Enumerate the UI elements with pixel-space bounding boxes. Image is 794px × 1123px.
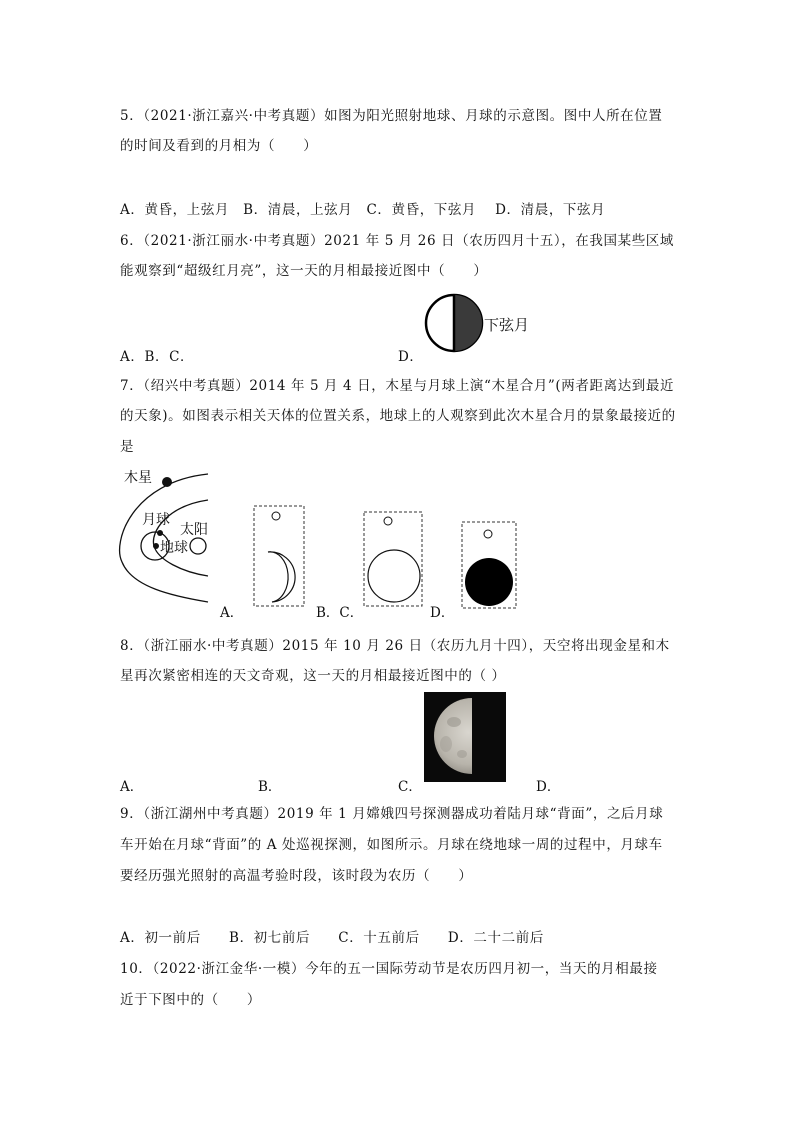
q10-stem-line2: 近于下图中的（ ） xyxy=(120,992,261,1008)
q6-figure-label: 下弦月 xyxy=(484,316,530,334)
q7-label-sun: 太阳 xyxy=(180,522,208,538)
q7-stem-line1: 7．（绍兴中考真题）2014 年 5 月 4 日，木星与月球上演“木星合月”(两者距离达到最近 xyxy=(120,378,675,394)
q8-label-d: D． xyxy=(536,779,561,795)
q7-label-moon: 月球 xyxy=(142,512,170,528)
q9-options: A．初一前后 B．初七前后 C．十五前后 D．二十二前后 xyxy=(120,930,544,946)
q7-label-d: D． xyxy=(430,605,455,621)
q7-jupiter-dot xyxy=(162,477,172,487)
q7-stem-line2: 的天象)。如图表示相关天体的位置关系，地球上的人观察到此次木星合月的景象最接近的 xyxy=(120,408,676,424)
q6-stem-line1: 6．（2021·浙江丽水·中考真题）2021 年 5 月 26 日（农历四月十五），在我国某些区域 xyxy=(120,233,675,249)
q8-stem-line1: 8．（浙江丽水·中考真题）2015 年 10 月 26 日（农历九月十四），天空将出现金星和木 xyxy=(120,638,670,654)
q7-option-b-box xyxy=(254,506,304,606)
q9-stem-line3: 要经历强光照射的高温考验时段，该时段为农历（ ） xyxy=(120,868,473,884)
q5-stem-line2: 的时间及看到的月相为（ ） xyxy=(120,138,318,154)
q5-stem-line1: 5．（2021·浙江嘉兴·中考真题）如图为阳光照射地球、月球的示意图。图中人所在位置 xyxy=(120,108,663,124)
q7-option-c-full-moon xyxy=(368,550,420,602)
q9-stem-line1: 9．（浙江湖州中考真题）2019 年 1 月嫦娥四号探测器成功着陆月球“背面”，之后月球 xyxy=(120,806,664,822)
q7-option-d-new-moon xyxy=(465,558,513,606)
q6-stem-line2: 能观察到“超级红月亮”，这一天的月相最接近图中（ ） xyxy=(120,263,488,279)
q7-option-b-jupiter xyxy=(272,512,280,520)
q6-option-d: D． xyxy=(398,349,424,365)
q6-options-abc: A．B．C． xyxy=(120,349,195,365)
q7-option-b-crescent xyxy=(268,552,295,602)
q6-moon-dark-half xyxy=(454,295,482,351)
q7-moon-dot xyxy=(157,530,163,536)
q8-label-b: B． xyxy=(258,779,282,795)
q8-stem-line2: 星再次紧密相连的天文奇观，这一天的月相最接近图中的（ ） xyxy=(120,668,506,684)
q9-stem-line2: 车开始在月球“背面”的 A 处巡视探测，如图所示。月球在绕地球一周的过程中，月球车 xyxy=(120,837,663,853)
q7-label-jupiter: 木星 xyxy=(124,470,152,486)
q10-stem-line1: 10．（2022·浙江金华·一模）今年的五一国际劳动节是农历四月初一，当天的月相最接 xyxy=(120,961,658,977)
q7-label-a: A． xyxy=(220,605,244,621)
q7-earth-dot xyxy=(153,543,159,549)
q8-moon-photo xyxy=(424,692,506,782)
q7-label-earth: 地球 xyxy=(160,540,188,556)
q5-options: A．黄昏，上弦月 B．清晨，上弦月 C．黄昏，下弦月 D．清晨，下弦月 xyxy=(120,202,606,218)
q7-option-d-jupiter xyxy=(484,530,492,538)
q7-option-c-jupiter xyxy=(384,517,392,525)
q7-diagram xyxy=(112,462,532,622)
q8-label-c: C． xyxy=(398,779,422,795)
q7-stem-line3: 是 xyxy=(120,439,135,455)
q7-sun-circle xyxy=(190,538,206,554)
q8-label-a: A． xyxy=(120,779,144,795)
q6-moon-figure xyxy=(420,292,540,356)
q7-label-bc: B．C． xyxy=(316,605,364,621)
